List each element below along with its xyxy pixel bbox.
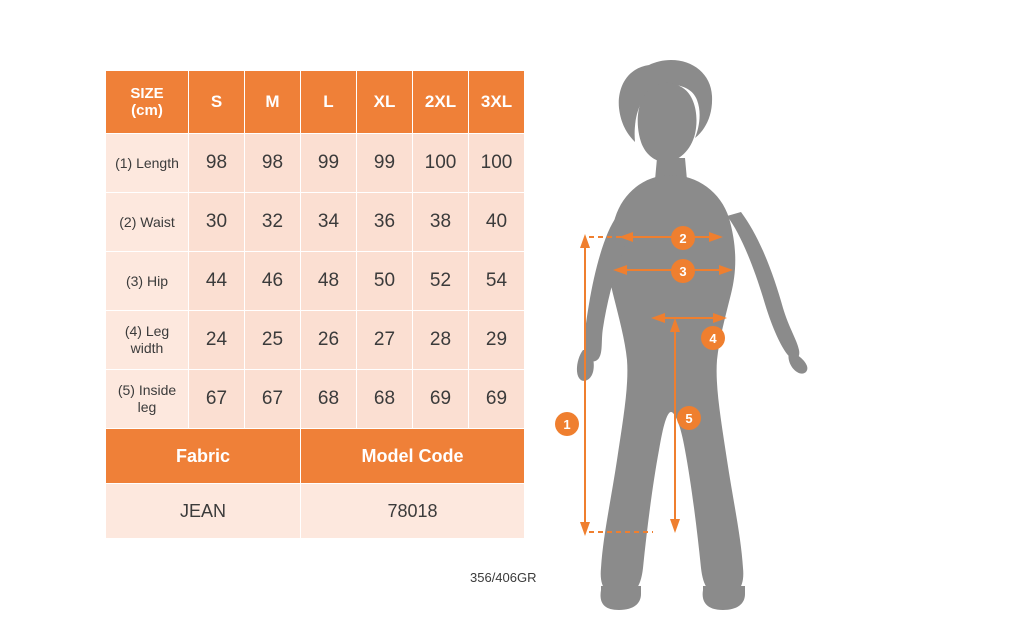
marker-3: 3 (671, 259, 695, 283)
table-body (106, 134, 525, 539)
cell-hip-2xl: 52 (413, 252, 469, 311)
cell-waist-xl: 36 (357, 193, 413, 252)
cell-inside-leg-l: 68 (301, 370, 357, 429)
footer-header-row (106, 429, 525, 484)
row-label-hip: (3) Hip (106, 252, 189, 311)
cell-inside-leg-xl: 68 (357, 370, 413, 429)
cell-leg-width-m: 25 (245, 311, 301, 370)
reference-code: 356/406GR (470, 570, 537, 585)
cell-inside-leg-s: 67 (189, 370, 245, 429)
column-header-2xl: 2XL (413, 71, 469, 134)
column-header-size (106, 71, 189, 134)
cell-length-xl: 99 (357, 134, 413, 193)
column-header-l: L (301, 71, 357, 134)
column-header-m: M (245, 71, 301, 134)
cell-waist-2xl: 38 (413, 193, 469, 252)
column-header-s: S (189, 71, 245, 134)
table-row (106, 193, 525, 252)
cell-waist-s: 30 (189, 193, 245, 252)
cell-leg-width-l: 26 (301, 311, 357, 370)
cell-hip-m: 46 (245, 252, 301, 311)
footer-value-model-code: 78018 (301, 484, 525, 539)
cell-waist-m: 32 (245, 193, 301, 252)
size-header-line2: (cm) (131, 102, 163, 119)
cell-leg-width-2xl: 28 (413, 311, 469, 370)
cell-hip-xl: 50 (357, 252, 413, 311)
table-header (106, 71, 525, 134)
footer-header-model-code: Model Code (301, 429, 525, 484)
cell-leg-width-s: 24 (189, 311, 245, 370)
cell-inside-leg-2xl: 69 (413, 370, 469, 429)
cell-hip-s: 44 (189, 252, 245, 311)
marker-5: 5 (677, 406, 701, 430)
cell-length-3xl: 100 (469, 134, 525, 193)
cell-hip-l: 48 (301, 252, 357, 311)
row-label-inside-leg: (5) Inside leg (106, 370, 189, 429)
cell-leg-width-3xl: 29 (469, 311, 525, 370)
cell-waist-3xl: 40 (469, 193, 525, 252)
footer-value-row (106, 484, 525, 539)
table-row (106, 311, 525, 370)
marker-2: 2 (671, 226, 695, 250)
cell-waist-l: 34 (301, 193, 357, 252)
table-row (106, 252, 525, 311)
cell-leg-width-xl: 27 (357, 311, 413, 370)
cell-hip-3xl: 54 (469, 252, 525, 311)
cell-inside-leg-m: 67 (245, 370, 301, 429)
column-header-3xl: 3XL (469, 71, 525, 134)
cell-inside-leg-3xl: 69 (469, 370, 525, 429)
size-chart-table (105, 70, 525, 539)
row-label-leg-width: (4) Leg width (106, 311, 189, 370)
cell-length-l: 99 (301, 134, 357, 193)
column-header-xl: XL (357, 71, 413, 134)
cell-length-s: 98 (189, 134, 245, 193)
female-silhouette-icon (545, 20, 1005, 620)
measurement-figure (545, 20, 1005, 620)
table-row (106, 134, 525, 193)
footer-value-fabric: JEAN (106, 484, 301, 539)
row-label-length: (1) Length (106, 134, 189, 193)
cell-length-2xl: 100 (413, 134, 469, 193)
row-label-waist: (2) Waist (106, 193, 189, 252)
marker-1: 1 (555, 412, 579, 436)
size-header-line1: SIZE (130, 84, 164, 102)
table-row (106, 370, 525, 429)
cell-length-m: 98 (245, 134, 301, 193)
footer-header-fabric: Fabric (106, 429, 301, 484)
table-header-row (106, 71, 525, 134)
marker-4: 4 (701, 326, 725, 350)
